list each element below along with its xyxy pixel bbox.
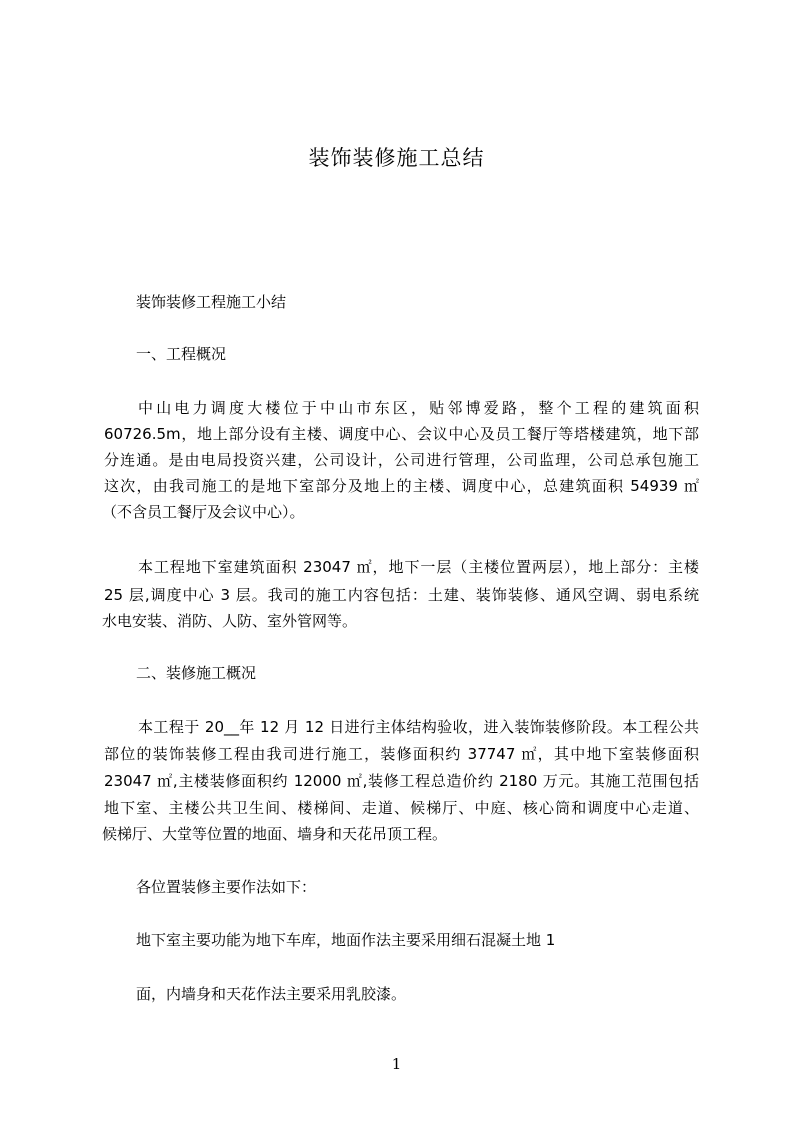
paragraph-line: 60726.5m，地上部分设有主楼、调度中心、会议中心及员工餐厅等塔楼建筑，地下部 bbox=[104, 425, 699, 443]
paragraph-line: 地下室主要功能为地下车库，地面作法主要采用细石混凝土地 1 bbox=[136, 931, 556, 949]
paragraph-line: 部位的装饰装修工程由我司进行施工，装修面积约 37747 ㎡，其中地下室装修面积 bbox=[104, 745, 699, 763]
paragraph-line: 23047 ㎡,主楼装修面积约 12000 ㎡,装修工程总造价约 2180 万元。其施工范围包括 bbox=[104, 772, 699, 790]
paragraph-line: （不含员工餐厅及会议中心）。 bbox=[102, 503, 305, 521]
paragraph-line: 面，内墙身和天花作法主要采用乳胶漆。 bbox=[136, 985, 407, 1003]
paragraph-line: 本工程于 20__年 12 月 12 日进行主体结构验收，进入装饰装修阶段。本工程公共 bbox=[138, 718, 699, 736]
paragraph-line: 各位置装修主要作法如下： bbox=[136, 878, 317, 896]
paragraph-line: 25 层,调度中心 3 层。我司的施工内容包括：土建、装饰装修、通风空调、弱电系统 bbox=[104, 586, 699, 604]
document-subtitle: 装饰装修工程施工小结 bbox=[136, 293, 287, 311]
paragraph-line: 候梯厅、大堂等位置的地面、墙身和天花吊顶工程。 bbox=[102, 825, 448, 843]
paragraph-line: 地下室、主楼公共卫生间、楼梯间、走道、候梯厅、中庭、核心筒和调度中心走道、 bbox=[104, 799, 699, 817]
paragraph-line: 中山电力调度大楼位于中山市东区，贴邻博爱路，整个工程的建筑面积 bbox=[138, 399, 699, 417]
section-heading-decoration: 二、装修施工概况 bbox=[136, 664, 257, 682]
paragraph-line: 这次，由我司施工的是地下室部分及地上的主楼、调度中心，总建筑面积 54939 ㎡ bbox=[104, 477, 699, 495]
paragraph-line: 分连通。是由电局投资兴建，公司设计，公司进行管理，公司监理，公司总承包施工 bbox=[104, 451, 699, 469]
paragraph-line: 本工程地下室建筑面积 23047 ㎡，地下一层（主楼位置两层），地上部分：主楼 bbox=[138, 558, 699, 576]
paragraph-line: 水电安装、消防、人防、室外管网等。 bbox=[102, 612, 358, 630]
page-number: 1 bbox=[391, 1055, 402, 1073]
document-title: 装饰装修施工总结 bbox=[308, 146, 485, 170]
section-heading-overview: 一、工程概况 bbox=[136, 345, 227, 363]
